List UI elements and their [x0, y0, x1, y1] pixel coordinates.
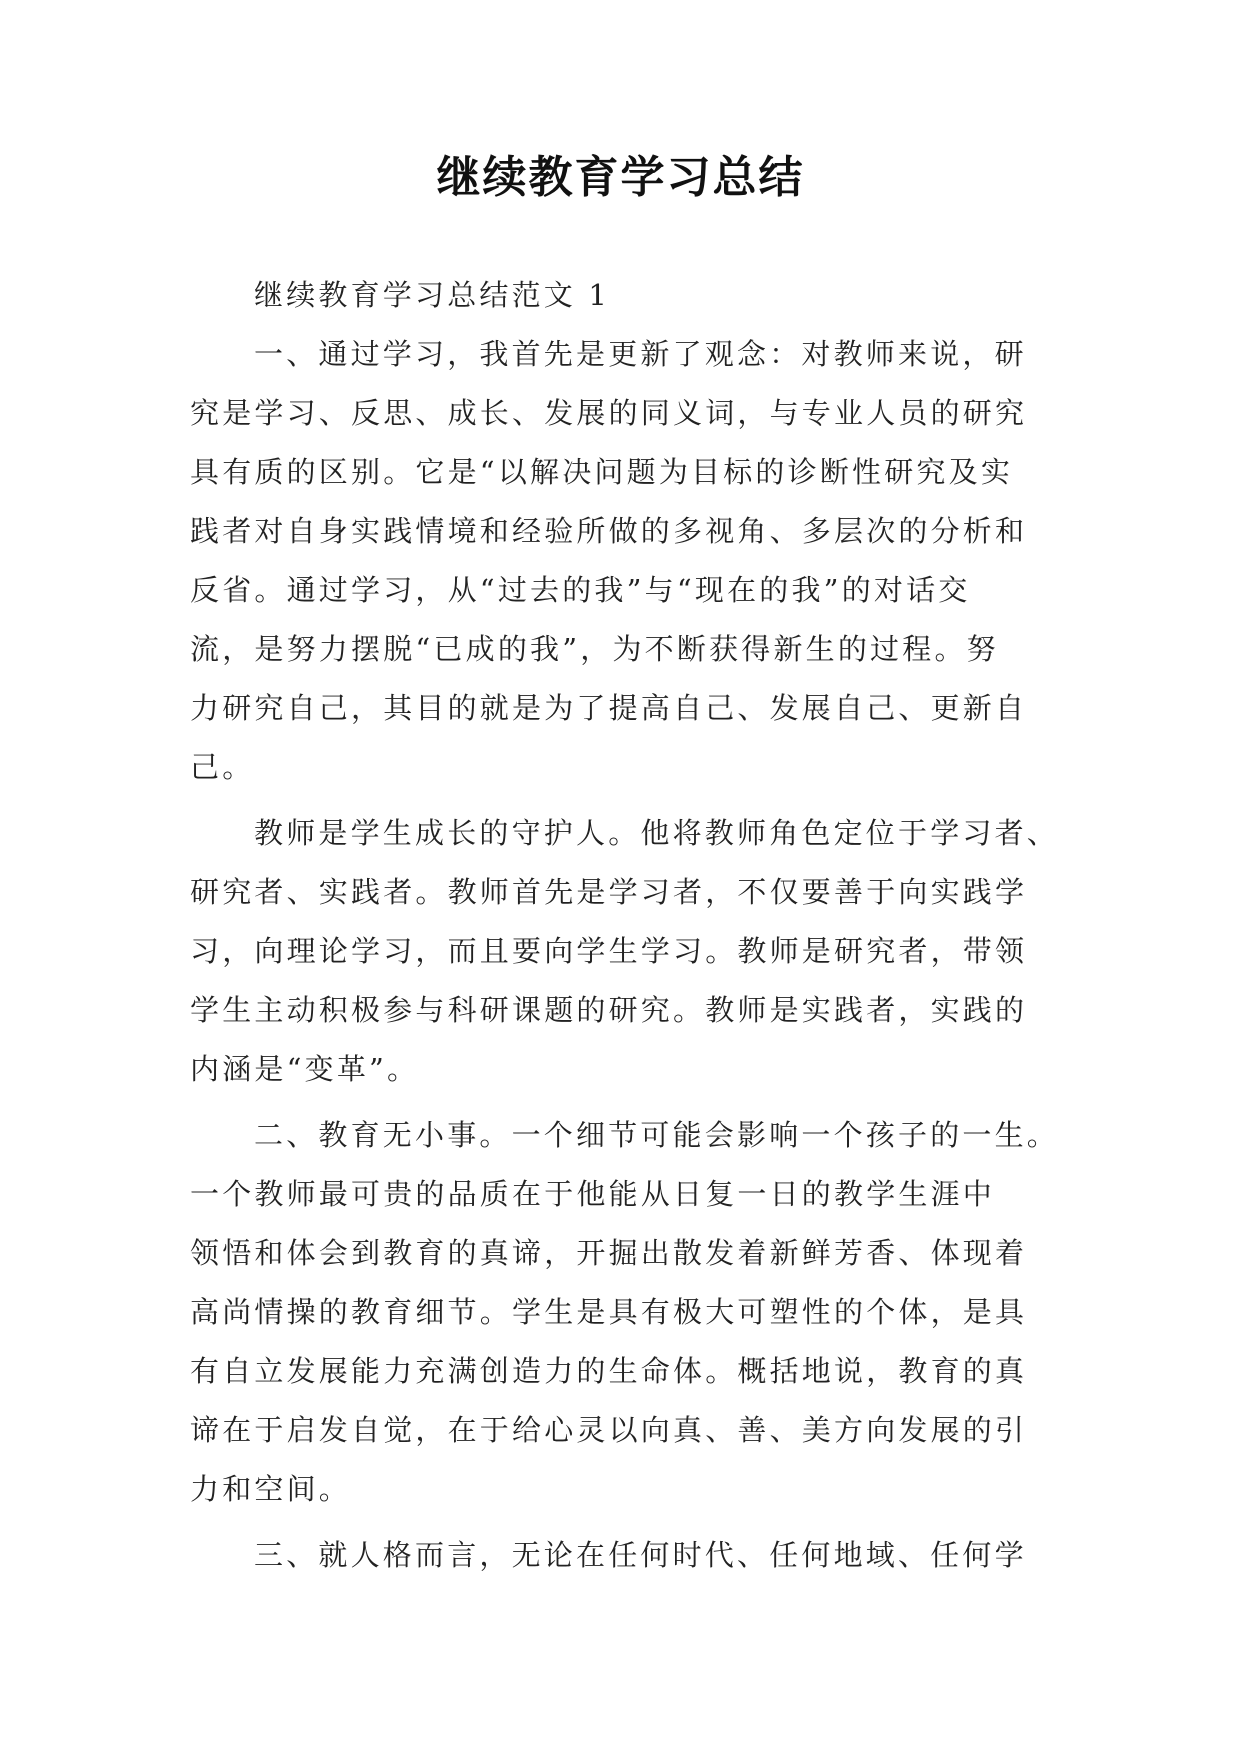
paragraph-line: 有自立发展能力充满创造力的生命体。概括地说，教育的真: [190, 1354, 1028, 1388]
paragraph-line: 习，向理论学习，而且要向学生学习。教师是研究者，带领: [190, 934, 1028, 968]
paragraph-4: [190, 1526, 1052, 1585]
paragraph-line: 一、通过学习，我首先是更新了观念：对教师来说，研: [254, 337, 1027, 371]
paragraph-2: [190, 804, 1060, 1099]
paragraph-line: 力研究自己，其目的就是为了提高自己、发展自己、更新自: [190, 691, 1028, 725]
paragraph-line: 谛在于启发自觉，在于给心灵以向真、善、美方向发展的引: [190, 1413, 1028, 1447]
paragraph-gap: [190, 1519, 1052, 1526]
paragraph-line: 三、就人格而言，无论在任何时代、任何地域、任何学: [254, 1538, 1027, 1572]
paragraph-line: 内涵是“变革”。: [190, 1052, 420, 1086]
paragraph-line: 己。: [190, 750, 255, 784]
paragraph-line: 反省。通过学习，从“过去的我”与“现在的我”的对话交: [190, 573, 971, 607]
paragraph-gap: [190, 1099, 1052, 1106]
document-body: [190, 266, 1060, 1585]
paragraph-line: 领悟和体会到教育的真谛，开掘出散发着新鲜芳香、体现着: [190, 1236, 1028, 1270]
paragraph-line: 流，是努力摆脱“已成的我”，为不断获得新生的过程。努: [190, 632, 999, 666]
paragraph-line: 一个教师最可贵的品质在于他能从日复一日的教学生涯中: [190, 1177, 996, 1211]
paragraph-gap: [190, 797, 1052, 804]
paragraph-line: 二、教育无小事。一个细节可能会影响一个孩子的一生。: [254, 1118, 1060, 1152]
document-title: 继续教育学习总结: [436, 152, 805, 203]
paragraph-line: 具有质的区别。它是“以解决问题为目标的诊断性研究及实: [190, 455, 1014, 489]
paragraph-1: [190, 325, 1052, 797]
paragraph-line: 研究者、实践者。教师首先是学习者，不仅要善于向实践学: [190, 875, 1028, 909]
paragraph-line: 力和空间。: [190, 1472, 352, 1506]
paragraph-line: 究是学习、反思、成长、发展的同义词，与专业人员的研究: [190, 396, 1028, 430]
paragraph-line: 践者对自身实践情境和经验所做的多视角、多层次的分析和: [190, 514, 1028, 548]
paragraph-line: 教师是学生成长的守护人。他将教师角色定位于学习者、: [254, 816, 1060, 850]
paragraph-3: [190, 1106, 1060, 1519]
paragraph-line: 学生主动积极参与科研课题的研究。教师是实践者，实践的: [190, 993, 1028, 1027]
document-subtitle: 继续教育学习总结范文 1: [254, 278, 611, 312]
paragraph-line: 高尚情操的教育细节。学生是具有极大可塑性的个体，是具: [190, 1295, 1028, 1329]
